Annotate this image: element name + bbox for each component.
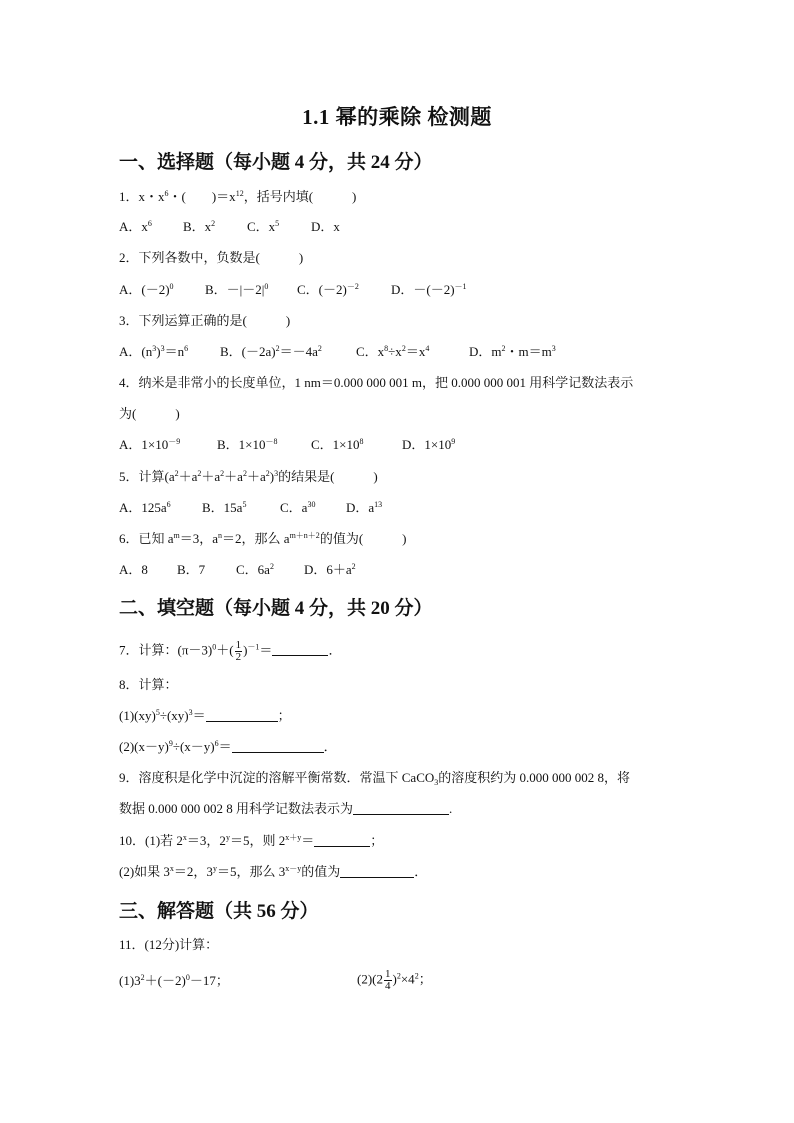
option-b: B．$15a^5$ — [202, 500, 247, 515]
question-8-part-2: $(2)(x-y)^9\div(x-y)^6=$ ． — [119, 739, 337, 754]
option-c: C．$1\times 10^8$ — [311, 437, 364, 452]
question-2-stem: 2．下列各数中，负数是( ) — [119, 250, 304, 265]
option-b: B．$x^2$ — [183, 219, 216, 234]
answer-blank — [314, 834, 370, 847]
answer-blank — [206, 709, 278, 722]
question-11-part-1: $(1)3^2+(-2)^0-17$； — [119, 973, 229, 988]
option-d: D．x — [311, 219, 340, 234]
question-4-stem-line2: 为( ) — [119, 406, 180, 421]
option-c: C．$x^8\div x^2=x^4$ — [356, 344, 430, 359]
option-b: B．$1\times 10^{-8}$ — [217, 437, 278, 452]
question-10-part-2: (2)如果 $3^x=2$，$3^y=5$，那么 $3^{x-y}$的值为 ． — [119, 864, 428, 879]
answer-blank — [353, 802, 449, 815]
fraction-one-quarter: $\frac{1}{4}$ — [385, 968, 391, 992]
option-b: B．$(-2a)^2=-4a^2$ — [220, 344, 322, 359]
option-d: D．$a^{13}$ — [346, 500, 383, 515]
question-5-options — [119, 499, 382, 517]
option-b: B．$-|-2|^0$ — [205, 282, 269, 297]
question-9-line2: 数据 0.000 000 002 8 用科学记数法表示为 . — [119, 801, 453, 816]
question-7: 7．计算：$(\pi-3)^0+$( $\frac{1}{2}$ )$^{-1}$＝ ． — [119, 639, 342, 663]
section-heading-choice: 一、选择题（每小题 4 分，共 24 分） — [119, 152, 433, 173]
answer-blank — [232, 740, 324, 753]
option-c: C．$6a^2$ — [236, 562, 274, 577]
option-c: C．$x^5$ — [247, 219, 280, 234]
option-d: D．$6+a^2$ — [304, 562, 356, 577]
question-3-stem: 3．下列运算正确的是( ) — [119, 313, 291, 328]
question-11-stem: 11．(12分)计算： — [119, 937, 219, 952]
option-a: A．$x^6$ — [119, 219, 152, 234]
question-9-line1: 9．溶度积是化学中沉淀的溶解平衡常数．常温下 CaCO$_3$的溶度积约为 0.000 000 002 8，将 — [119, 770, 631, 787]
question-11-part-2: (2)(2 $\frac{1}{4}$ )$^2\times 4^2$； — [357, 968, 432, 992]
option-c: C．$a^{30}$ — [280, 500, 316, 515]
section-heading-fill-blank: 二、填空题（每小题 4 分，共 20 分） — [119, 598, 433, 619]
option-d: D．$1\times 10^9$ — [402, 437, 456, 452]
fraction-one-half: $\frac{1}{2}$ — [235, 639, 242, 663]
question-6-stem: 6．已知 $a^m=3$，$a^n=2$，那么 $a^{m+n+2}$的值为( ) — [119, 531, 407, 546]
question-8-part-1: (1)(xy)$^5$÷(xy)$^3$＝ ； — [119, 708, 291, 723]
section-heading-solution: 三、解答题（共 56 分） — [119, 901, 319, 922]
question-10-part-1: 10．(1)若 $2^x=3$，$2^y=5$，则 $2^{x+y}=$ ； — [119, 833, 384, 848]
option-c: C．$(-2)^{-2}$ — [297, 282, 359, 297]
question-3-options — [119, 343, 556, 361]
option-d: D．$-(-2)^{-1}$ — [391, 282, 467, 297]
question-1-stem: 1．x・$x^6$・( )$=x^{12}$，括号内填( ) — [119, 189, 357, 204]
option-b: B．7 — [177, 562, 206, 577]
option-a: A．$125a^6$ — [119, 500, 171, 515]
question-2-options — [119, 281, 467, 299]
question-6-options — [119, 561, 356, 579]
question-4-stem-line1: 4．纳米是非常小的长度单位，1 nm＝0.000 000 001 m，把 0.000 000 001 用科学记数法表示 — [119, 375, 634, 390]
question-1-options — [119, 218, 340, 236]
option-d: D．$m^2$・$m=m^3$ — [469, 344, 556, 359]
answer-blank — [340, 865, 414, 878]
page-title: 1.1 幂的乘除 检测题 — [302, 105, 492, 129]
question-5-stem: 5．计算$(a^2+a^2+a^2+a^2+a^2)^3$的结果是( ) — [119, 469, 378, 484]
option-a: A．8 — [119, 562, 148, 577]
option-a: A．$(n^3)^3=n^6$ — [119, 344, 189, 359]
question-4-options — [119, 436, 455, 454]
option-a: A．$1\times 10^{-9}$ — [119, 437, 181, 452]
option-a: A．$(-2)^0$ — [119, 282, 174, 297]
question-8-stem: 8．计算： — [119, 677, 178, 692]
answer-blank — [272, 643, 328, 656]
